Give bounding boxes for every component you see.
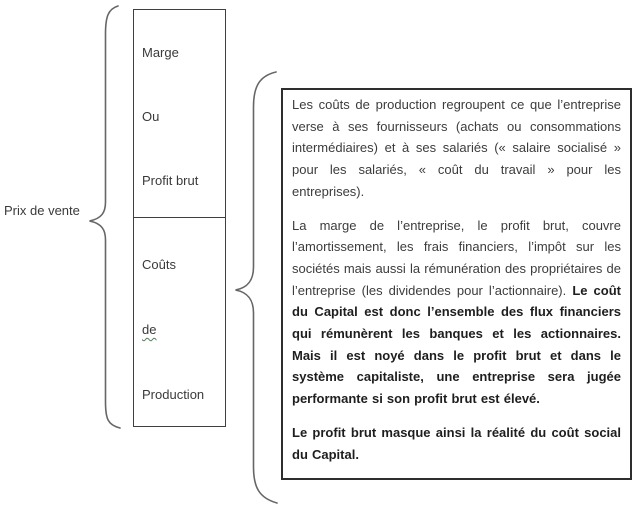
price-label: Prix de vente <box>4 203 80 218</box>
or-label: Ou <box>142 109 160 124</box>
margin-label: Marge <box>142 45 179 60</box>
costs-label: Coûts <box>142 257 176 272</box>
right-curly-brace-icon <box>236 72 278 503</box>
note-paragraph <box>292 94 621 203</box>
price-stack-rectangle <box>133 9 226 427</box>
note-text-bold: Le profit brut masque ainsi la réalité du coût social du Capital. <box>292 424 621 462</box>
note-text: La marge de l’entreprise, le profit brut, couvre l’amortissement, les frais financiers, l’impôt sur les sociétés mais aussi la rémunération des propriétaires de l’entreprise (les dividendes pour l’actionnaire). <box>292 217 621 298</box>
stack-divider-line <box>134 217 225 218</box>
gross-profit-label: Profit brut <box>142 173 199 188</box>
note-paragraph <box>292 422 621 465</box>
note-text: Les coûts de production regroupent ce que l’entreprise verse à ses fournisseurs (achats ou consommations intermédiaires) et à ses salariés (« salaire socialisé » pour les salariés, « coût du travail » pour les entreprises). <box>292 97 621 199</box>
note-paragraph <box>292 215 621 410</box>
note-box <box>281 88 632 480</box>
note-text-bold: Le coût du Capital est donc l’ensemble des flux financiers qui rémunèrent les banques et les actionnaires. Mais il est noyé dans le profit brut et dans le système capitaliste, une entreprise sera jugée performante si son profit brut est élevé. <box>292 282 621 407</box>
left-curly-brace-icon <box>90 6 121 428</box>
production-label: Production <box>142 387 205 402</box>
de-label-grammar-squiggle: de <box>142 322 157 337</box>
